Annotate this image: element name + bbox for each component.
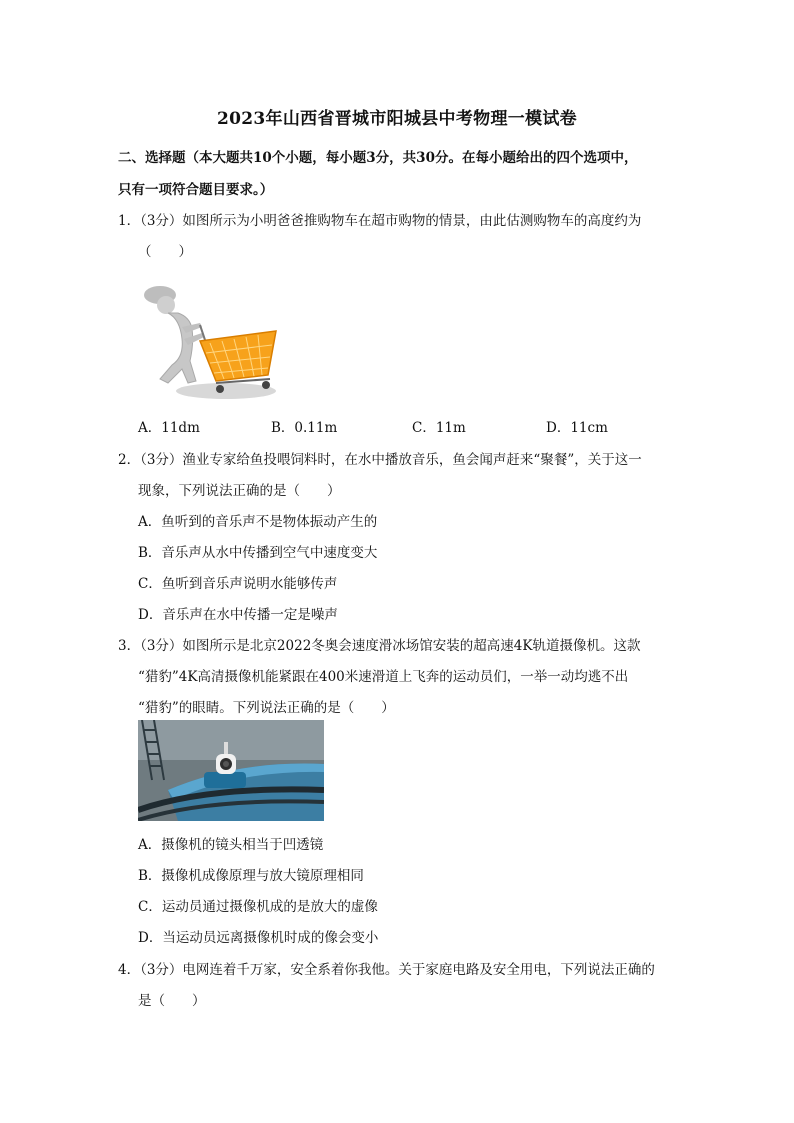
q3-option-a: A．摄像机的镜头相当于凹透镜 [138, 837, 324, 853]
q1-option-c: C．11m [412, 420, 466, 436]
q3-stem-line1: 3．（3分）如图所示是北京2022冬奥会速度滑冰场馆安装的超高速4K轨道摄像机。这款 [118, 638, 641, 654]
section-heading-line2: 只有一项符合题目要求。） [118, 182, 274, 198]
section-heading-line1: 二、选择题（本大题共10个小题，每小题3分，共30分。在每小题给出的四个选项中， [118, 150, 638, 166]
q2-option-b: B．音乐声从水中传播到空气中速度变大 [138, 545, 378, 561]
q1-option-a: A．11dm [138, 420, 200, 436]
q1-stem-line1: 1．（3分）如图所示为小明爸爸推购物车在超市购物的情景，由此估测购物车的高度约为 [118, 213, 642, 229]
q3-stem-line2: “猎豹”4K高清摄像机能紧跟在400米速滑道上飞奔的运动员们，一举一动均逃不出 [138, 669, 629, 685]
q2-option-d: D．音乐声在水中传播一定是噪声 [138, 607, 338, 623]
q1-stem-line2: （ ） [138, 244, 192, 260]
q2-stem-line1: 2．（3分）渔业专家给鱼投喂饲料时，在水中播放音乐，鱼会闻声赶来“聚餐”，关于这一 [118, 452, 642, 468]
q3-option-d: D．当运动员远离摄像机时成的像会变小 [138, 930, 379, 946]
exam-title: 2023年山西省晋城市阳城县中考物理一模试卷 [217, 109, 577, 129]
q1-option-b: B．0.11m [271, 420, 338, 436]
q3-option-c: C．运动员通过摄像机成的是放大的虚像 [138, 899, 378, 915]
rail-camera-photo [138, 720, 324, 821]
q2-option-c: C．鱼听到音乐声说明水能够传声 [138, 576, 338, 592]
q2-stem-line2: 现象，下列说法正确的是（ ） [138, 483, 341, 499]
q3-stem-line3: “猎豹”的眼睛。下列说法正确的是（ ） [138, 700, 395, 716]
q4-stem-line2: 是（ ） [138, 993, 206, 1009]
shopping-cart-figure [138, 283, 280, 403]
q1-options [138, 416, 698, 434]
q2-option-a: A．鱼听到的音乐声不是物体振动产生的 [138, 514, 378, 530]
q4-stem-line1: 4．（3分）电网连着千万家，安全系着你我他。关于家庭电路及安全用电，下列说法正确的 [118, 962, 655, 978]
q1-option-d: D．11cm [546, 420, 608, 436]
q3-option-b: B．摄像机成像原理与放大镜原理相同 [138, 868, 364, 884]
